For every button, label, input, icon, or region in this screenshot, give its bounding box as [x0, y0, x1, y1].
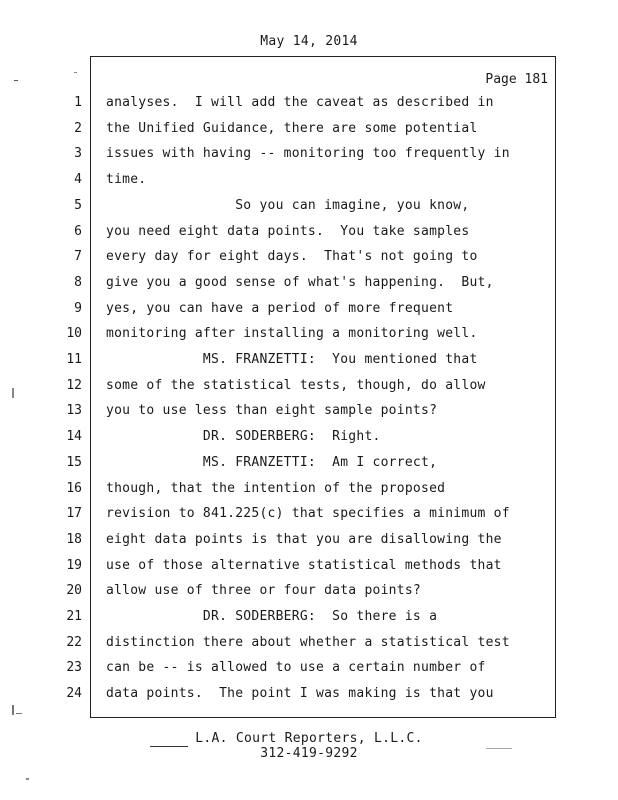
line-number: 6 [74, 224, 82, 239]
line-text: the Unified Guidance, there are some potential [106, 121, 478, 136]
line-text: eight data points is that you are disallowing the [106, 532, 502, 547]
line-number: 1 [74, 95, 82, 110]
line-number: 4 [74, 172, 82, 187]
line-text: you to use less than eight sample points? [106, 403, 438, 418]
line-number: 19 [66, 558, 82, 573]
line-number: 8 [74, 275, 82, 290]
line-number: 12 [66, 378, 82, 393]
line-text: though, that the intention of the proposed [106, 481, 446, 496]
page-number: Page 181 [485, 72, 548, 87]
line-number: 7 [74, 249, 82, 264]
line-number: 23 [66, 660, 82, 675]
line-text: DR. SODERBERG: So there is a [106, 609, 438, 624]
line-text: MS. FRANZETTI: Am I correct, [106, 455, 438, 470]
line-number: 15 [66, 455, 82, 470]
scan-speck [26, 778, 29, 780]
scan-speck [12, 705, 14, 715]
line-text: time. [106, 172, 147, 187]
line-text: monitoring after installing a monitoring well. [106, 326, 478, 341]
line-text: distinction there about whether a statistical test [106, 635, 510, 650]
line-text: revision to 841.225(c) that specifies a minimum of [106, 506, 510, 521]
line-text: can be -- is allowed to use a certain number of [106, 660, 486, 675]
line-number: 2 [74, 121, 82, 136]
line-text: MS. FRANZETTI: You mentioned that [106, 352, 478, 367]
line-text: So you can imagine, you know, [106, 198, 470, 213]
line-number: 21 [66, 609, 82, 624]
scan-speck [12, 388, 14, 398]
line-number: 3 [74, 146, 82, 161]
footer-phone: 312-419-9292 [260, 746, 358, 761]
line-text: you need eight data points. You take samples [106, 224, 470, 239]
scan-speck [74, 72, 77, 73]
line-number: 18 [66, 532, 82, 547]
line-text: data points. The point I was making is that you [106, 686, 494, 701]
line-text: yes, you can have a period of more frequent [106, 301, 454, 316]
line-text: every day for eight days. That's not going to [106, 249, 478, 264]
line-text: use of those alternative statistical methods that [106, 558, 502, 573]
footer-firm-name: L.A. Court Reporters, L.L.C. [195, 731, 423, 746]
line-number: 9 [74, 301, 82, 316]
line-number: 17 [66, 506, 82, 521]
line-number: 11 [66, 352, 82, 367]
header-date: May 14, 2014 [260, 34, 358, 49]
scan-speck [16, 713, 22, 714]
line-text: analyses. I will add the caveat as described in [106, 95, 494, 110]
scan-speck [486, 748, 512, 749]
line-number: 20 [66, 583, 82, 598]
line-text: give you a good sense of what's happening. But, [106, 275, 494, 290]
line-number: 14 [66, 429, 82, 444]
line-number: 16 [66, 481, 82, 496]
scan-speck [14, 80, 18, 81]
line-text: DR. SODERBERG: Right. [106, 429, 381, 444]
line-number: 5 [74, 198, 82, 213]
line-number: 24 [66, 686, 82, 701]
line-number: 22 [66, 635, 82, 650]
line-number: 10 [66, 326, 82, 341]
line-text: some of the statistical tests, though, do allow [106, 378, 486, 393]
line-number: 13 [66, 403, 82, 418]
line-text: issues with having -- monitoring too frequently in [106, 146, 510, 161]
line-text: allow use of three or four data points? [106, 583, 421, 598]
